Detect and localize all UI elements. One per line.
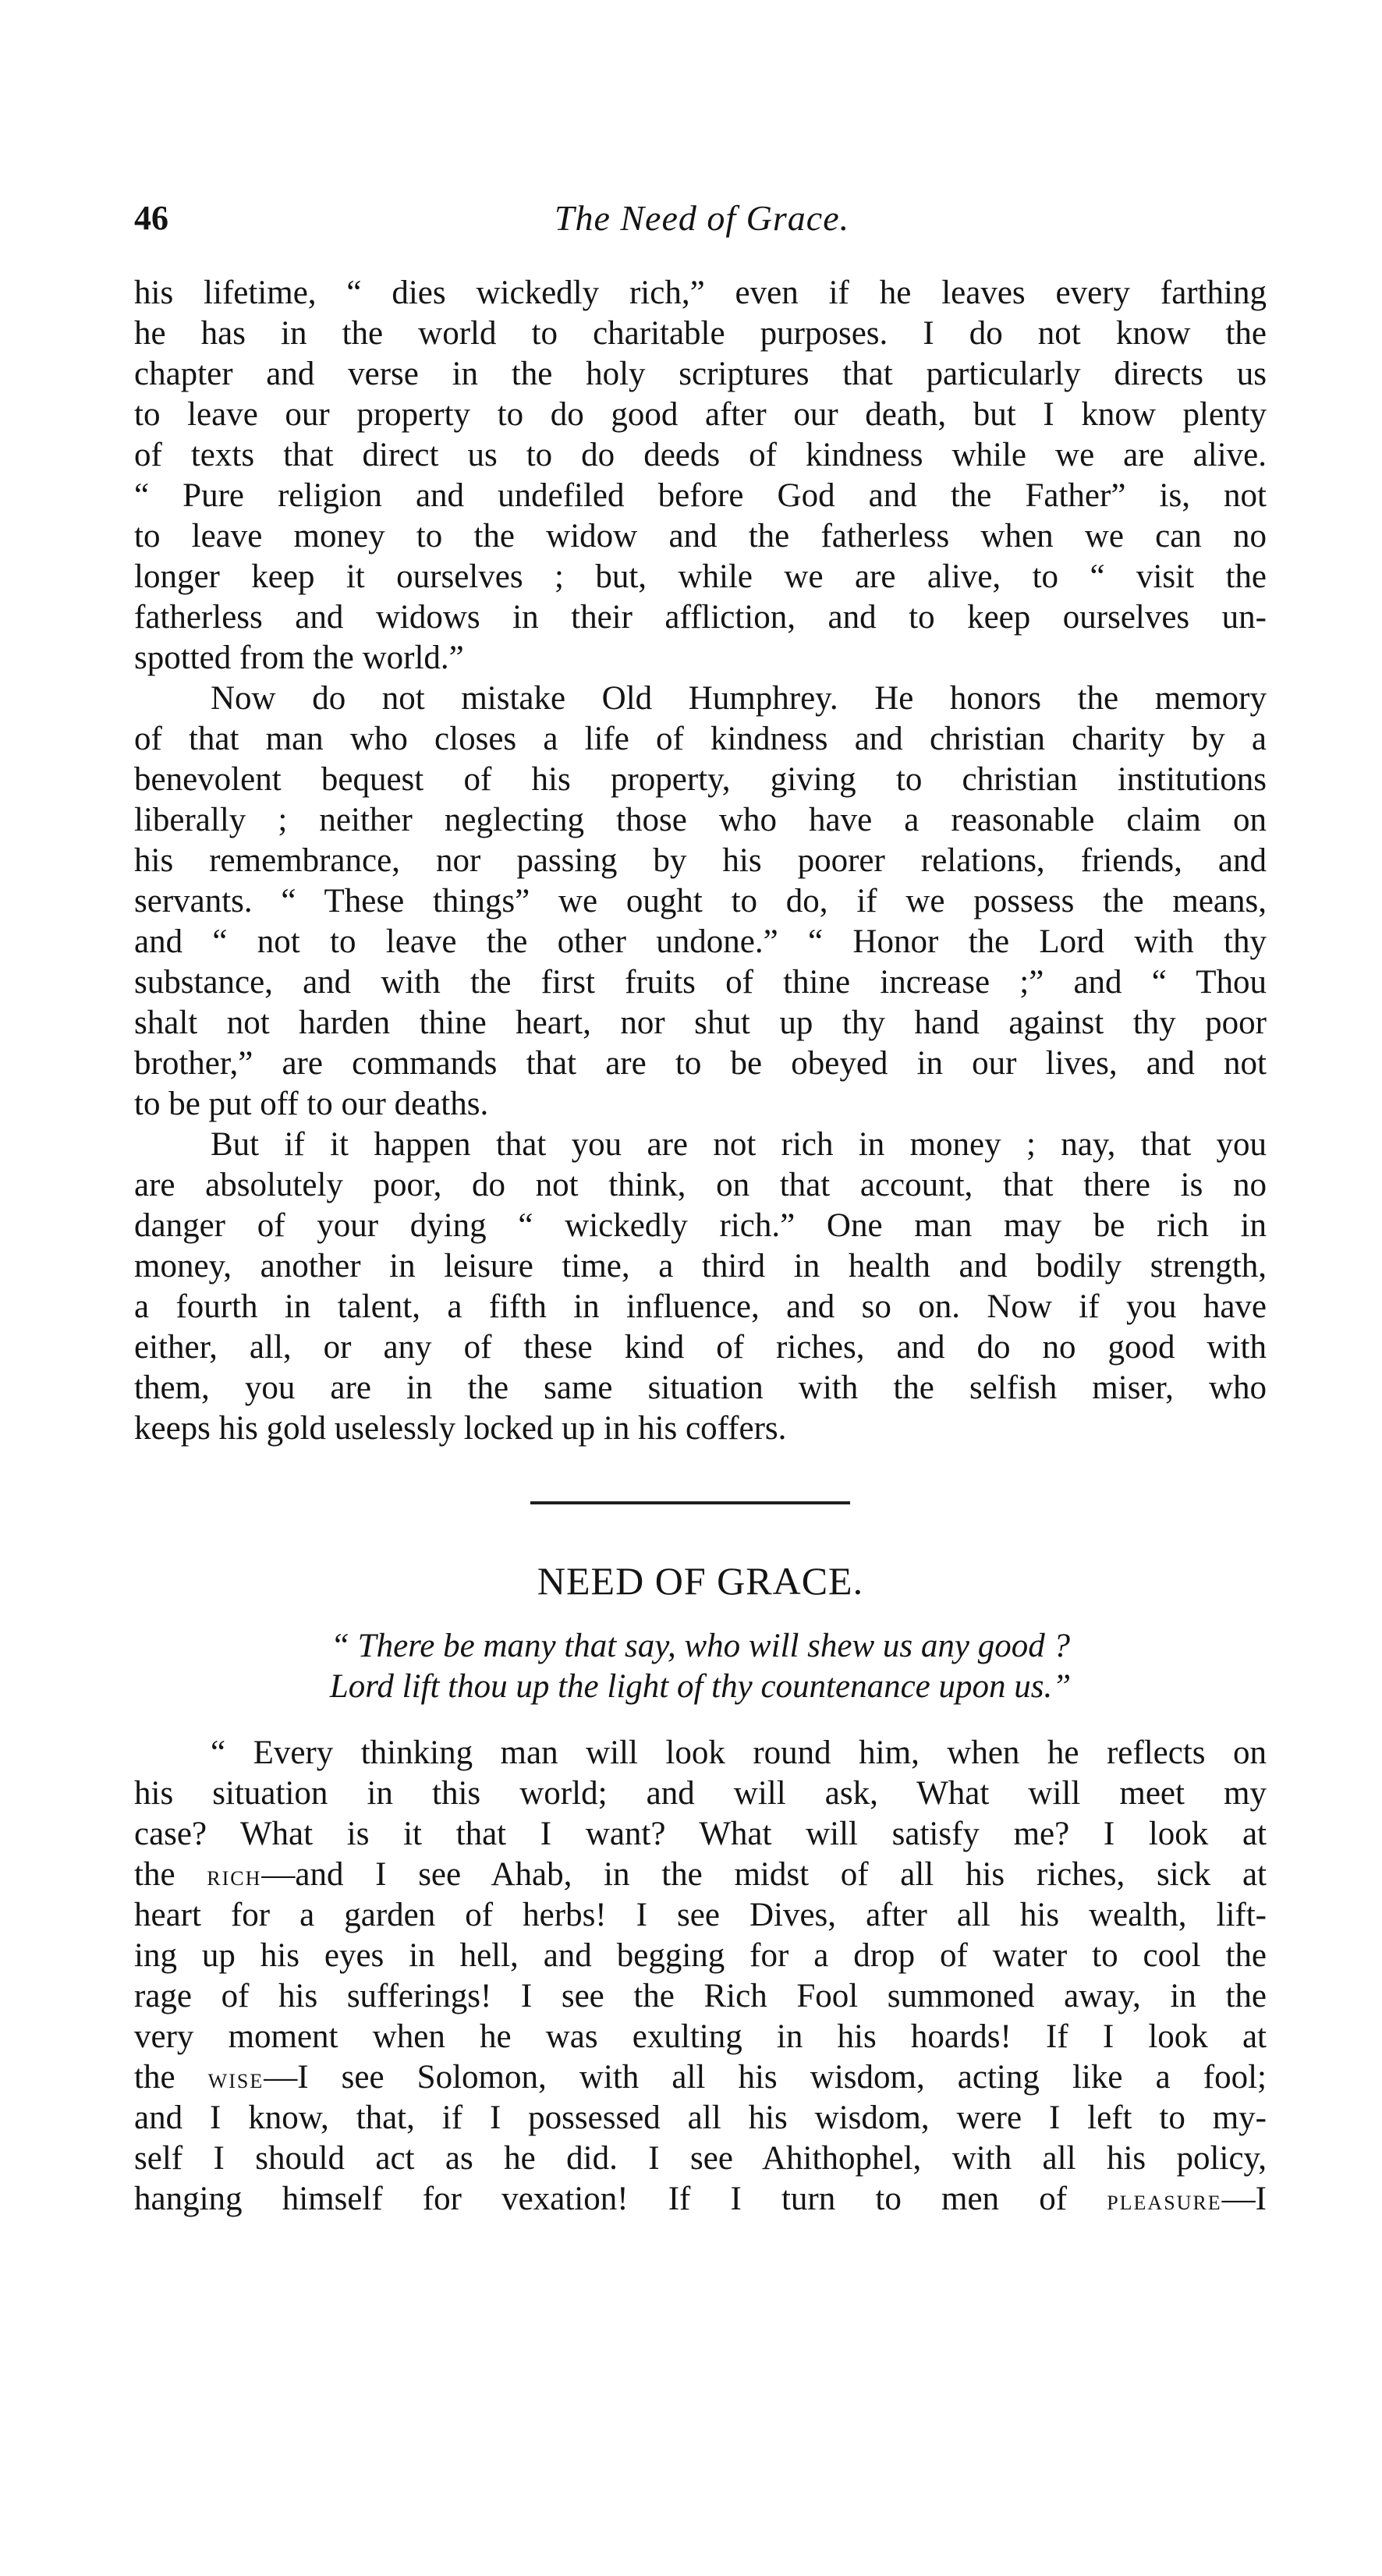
text-line: his remembrance, nor passing by his poorer relations, friends, and [134, 842, 1267, 879]
text-line: hanging himself for vexation! If I turn to men of pleasure—I [134, 2181, 1267, 2217]
text-line: them, you are in the same situation with the selfish miser, who [134, 1369, 1267, 1406]
epigraph-line: “ There be many that say, who will shew us any good ? [331, 1628, 1070, 1664]
section-title: NEED OF GRACE. [537, 1559, 864, 1603]
text-line: self I should act as he did. I see Ahithophel, with all his policy, [134, 2140, 1267, 2177]
text-line: of texts that direct us to do deeds of kindness while we are alive. [134, 437, 1267, 473]
text-line: Now do not mistake Old Humphrey. He honors the memory [211, 680, 1267, 717]
text-line: benevolent bequest of his property, giving to christian institutions [134, 761, 1267, 798]
text-line: rage of his sufferings! I see the Rich Fool summoned away, in the [134, 1978, 1267, 2014]
text-line: heart for a garden of herbs! I see Dives, after all his wealth, lift- [134, 1897, 1267, 1933]
text-line: servants. “ These things” we ought to do, if we possess the means, [134, 883, 1267, 919]
section-divider-rule [530, 1501, 850, 1504]
text-line: But if it happen that you are not rich in money ; nay, that you [211, 1126, 1267, 1163]
text-line: “ Pure religion and undefiled before God and the Father” is, not [134, 477, 1267, 514]
text-line: liberally ; neither neglecting those who have a reasonable claim on [134, 802, 1267, 838]
text-line: spotted from the world.” [134, 640, 464, 676]
small-caps-word: wise [207, 2063, 264, 2095]
text-line: his situation in this world; and will ask, What will meet my [134, 1775, 1267, 1812]
text-line: and I know, that, if I possessed all his wisdom, were I left to my- [134, 2099, 1267, 2136]
text-line: shalt not harden thine heart, nor shut up thy hand against thy poor [134, 1005, 1267, 1041]
running-title: The Need of Grace. [554, 198, 850, 238]
page-number: 46 [134, 199, 168, 237]
epigraph-line: Lord lift thou up the light of thy countenance upon us.” [329, 1668, 1072, 1705]
text-line: the rich—and I see Ahab, in the midst of all his riches, sick at [134, 1856, 1267, 1893]
text-line: a fourth in talent, a fifth in influence, and so on. Now if you have [134, 1288, 1267, 1325]
text-line: and “ not to leave the other undone.” “ Honor the Lord with thy [134, 923, 1267, 960]
text-line: danger of your dying “ wickedly rich.” One man may be rich in [134, 1207, 1267, 1244]
text-line: chapter and verse in the holy scriptures that particularly directs us [134, 356, 1267, 392]
text-line: keeps his gold uselessly locked up in his coffers. [134, 1410, 787, 1447]
text-line: he has in the world to charitable purposes. I do not know the [134, 315, 1267, 352]
running-head [133, 191, 1271, 246]
text-line: the wise—I see Solomon, with all his wisdom, acting like a fool; [134, 2059, 1267, 2096]
text-line: to leave money to the widow and the fatherless when we can no [134, 518, 1267, 555]
text-line: ing up his eyes in hell, and begging for a drop of water to cool the [134, 1937, 1267, 1974]
text-line: case? What is it that I want? What will satisfy me? I look at [134, 1816, 1267, 1852]
text-line: longer keep it ourselves ; but, while we are alive, to “ visit the [134, 558, 1267, 595]
text-line: substance, and with the first fruits of thine increase ;” and “ Thou [134, 964, 1267, 1001]
text-line: to leave our property to do good after our death, but I know plenty [134, 396, 1267, 433]
text-line: his lifetime, “ dies wickedly rich,” even if he leaves every farthing [134, 275, 1267, 311]
text-line: money, another in leisure time, a third in health and bodily strength, [134, 1248, 1267, 1284]
text-line: either, all, or any of these kind of riches, and do no good with [134, 1329, 1267, 1366]
small-caps-word: pleasure [1107, 2184, 1222, 2216]
text-line: are absolutely poor, do not think, on that account, that there is no [134, 1167, 1267, 1203]
text-line: to be put off to our deaths. [134, 1086, 489, 1122]
text-line: of that man who closes a life of kindness and christian charity by a [134, 721, 1267, 757]
text-line: brother,” are commands that are to be obeyed in our lives, and not [134, 1045, 1267, 1082]
small-caps-word: rich [207, 1860, 262, 1892]
text-line: “ Every thinking man will look round him, when he reflects on [211, 1734, 1267, 1771]
text-line: fatherless and widows in their affliction, and to keep ourselves un- [134, 599, 1267, 636]
text-line: very moment when he was exulting in his hoards! If I look at [134, 2018, 1267, 2055]
